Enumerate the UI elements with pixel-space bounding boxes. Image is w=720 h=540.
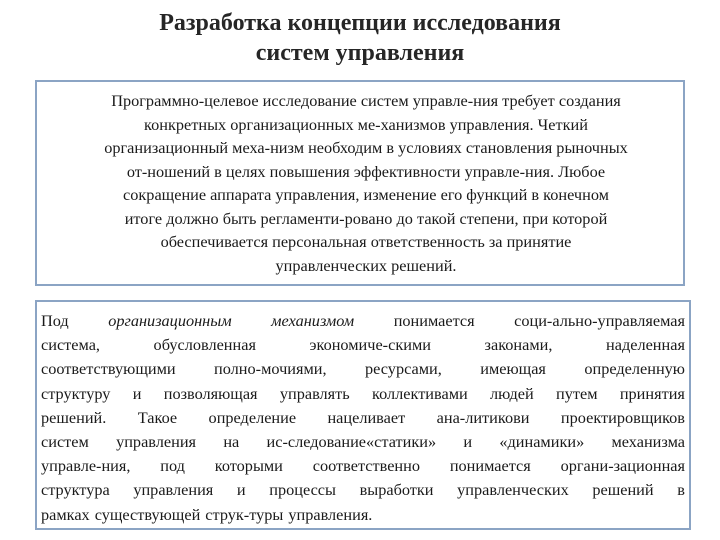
emphasized-term: организационным	[108, 311, 232, 330]
paragraph-2-line	[41, 382, 685, 406]
word: и	[463, 431, 473, 451]
emphasized-term: механизмом	[271, 311, 355, 330]
word: процессы	[269, 480, 336, 500]
word: проектировщиков	[560, 407, 685, 427]
paragraph-2-line	[41, 309, 685, 333]
word: струк-туры	[205, 504, 284, 524]
word: соци-ально-управляемая	[514, 311, 685, 330]
word: путем	[556, 383, 598, 403]
word: ис-следование«статики»	[266, 431, 437, 451]
word: полно-мочиями,	[214, 359, 327, 379]
word: людей	[490, 383, 534, 403]
word: ресурсами,	[365, 359, 442, 379]
paragraph-2-line	[41, 478, 685, 502]
paragraph-1-line: Программно-целевое исследование систем управле-ния требует создания	[111, 91, 621, 110]
word: управлять	[279, 383, 350, 403]
word: принятия	[619, 383, 685, 403]
word: понимается	[449, 456, 531, 476]
paragraph-2	[41, 309, 685, 527]
word: экономиче-скими	[309, 335, 431, 355]
word: Такое	[137, 407, 178, 427]
word: ана-литикови	[436, 407, 530, 427]
paragraph-1	[38, 89, 694, 277]
word: и	[132, 383, 142, 403]
word: структуру	[41, 383, 111, 403]
paragraph-1-line: организационный меха-низм необходим в условиях становления рыночных	[104, 138, 628, 157]
word: определенную	[584, 359, 685, 379]
paragraph-2-line	[41, 454, 685, 478]
word: Под	[41, 311, 69, 330]
word: решений	[592, 480, 654, 500]
word: управления	[116, 431, 197, 451]
word: управления	[133, 480, 214, 500]
paragraph-1-line: обеспечивается персональная ответственность за принятие	[160, 232, 572, 251]
word: решений.	[41, 407, 107, 427]
word: и	[236, 480, 246, 500]
word: соответствующими	[41, 359, 176, 379]
paragraph-2-line	[41, 430, 685, 454]
word: существующей	[94, 504, 201, 524]
word: управления.	[288, 504, 373, 524]
title-line-1: Разработка концепции исследования	[159, 10, 561, 36]
word: управленческих	[457, 480, 569, 500]
word: которыми	[214, 456, 283, 476]
word: имеющая	[480, 359, 546, 379]
word: органи-зационная	[560, 456, 685, 476]
word: рамках	[41, 504, 90, 524]
word: в	[677, 480, 685, 500]
word: понимается	[393, 311, 475, 330]
word: нацеливает	[327, 407, 406, 427]
word: обусловленная	[153, 335, 256, 355]
paragraph-2-line	[41, 357, 685, 381]
word: на	[223, 431, 240, 451]
paragraph-2-line	[41, 333, 685, 357]
word: коллективами	[372, 383, 468, 403]
word: позволяющая	[163, 383, 258, 403]
word: «динамики»	[499, 431, 585, 451]
word: структура	[41, 480, 110, 500]
paragraph-1-line: управленческих решений.	[275, 255, 457, 275]
paragraph-1-line: от-ношений в целях повышения эффективности управле-ния. Любое	[126, 161, 606, 181]
word: определение	[208, 407, 297, 427]
word: наделенная	[606, 335, 685, 355]
paragraph-1-line: сокращение аппарата управления, изменение его функций в конечном	[123, 185, 609, 204]
word: управле-ния,	[41, 456, 131, 476]
word: выработки	[359, 480, 434, 500]
paragraph-2-line	[41, 406, 685, 430]
word: механизма	[611, 431, 685, 451]
paragraph-2-line	[41, 503, 685, 527]
title-line-2: систем управления	[255, 40, 465, 66]
word: соответственно	[312, 456, 420, 476]
word: законами,	[484, 335, 553, 355]
word: система,	[41, 335, 100, 355]
word: под	[160, 456, 185, 476]
slide-title	[60, 8, 660, 68]
word: систем	[41, 431, 89, 451]
paragraph-1-line: итоге должно быть регламенти-ровано до такой степени, при которой	[124, 208, 608, 228]
paragraph-1-line: конкретных организационных ме-ханизмов управления. Четкий	[144, 114, 588, 134]
